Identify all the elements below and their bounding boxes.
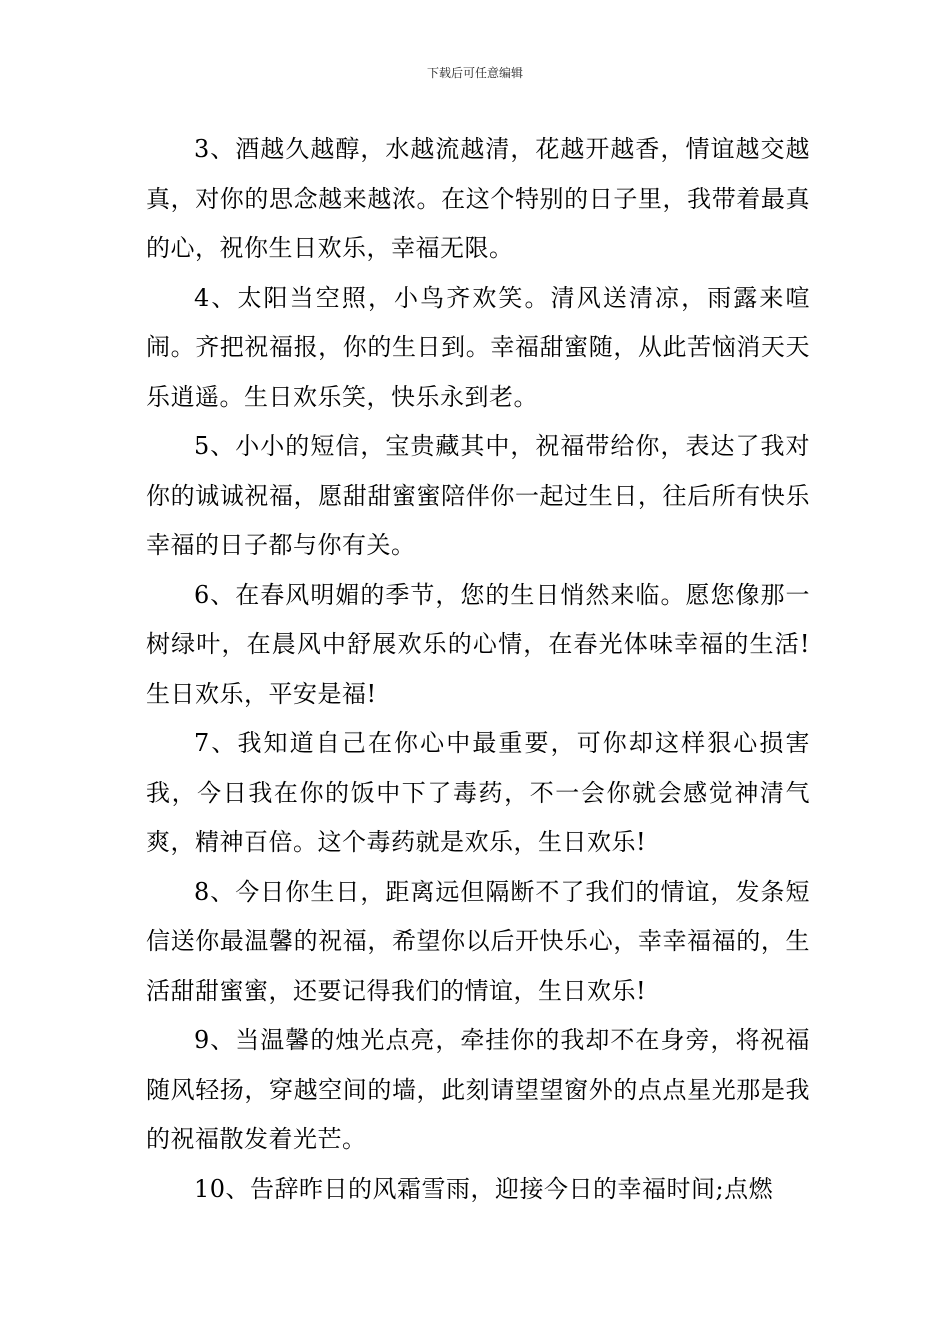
- paragraph-10: 10、告辞昨日的风霜雪雨，迎接今日的幸福时间;点燃: [194, 1174, 774, 1203]
- paragraph-4: 4、太阳当空照，小鸟齐欢笑。清风送清凉，雨露来喧闹。齐把祝福报，你的生日到。幸福甜蜜随，从此苦恼消天天乐逍遥。生日欢乐笑，快乐永到老。: [146, 283, 810, 411]
- page-header: 下载后可任意编辑: [426, 66, 523, 80]
- paragraph-6: 6、在春风明媚的季节，您的生日悄然来临。愿您像那一树绿叶，在晨风中舒展欢乐的心情，在春光体味幸福的生活!生日欢乐，平安是福!: [146, 580, 810, 708]
- paragraph-7: 7、我知道自己在你心中最重要，可你却这样狠心损害我，今日我在你的饭中下了毒药，不一会你就会感觉神清气爽，精神百倍。这个毒药就是欢乐，生日欢乐!: [146, 729, 810, 856]
- document-body: [146, 125, 810, 1214]
- paragraph-8: 8、今日你生日，距离远但隔断不了我们的情谊，发条短信送你最温馨的祝福，希望你以后开快乐心，幸幸福福的，生活甜甜蜜蜜，还要记得我们的情谊，生日欢乐!: [146, 877, 810, 1005]
- paragraph-3: 3、酒越久越醇，水越流越清，花越开越香，情谊越交越真，对你的思念越来越浓。在这个特别的日子里，我带着最真的心，祝你生日欢乐，幸福无限。: [146, 135, 810, 262]
- paragraph-5: 5、小小的短信，宝贵藏其中，祝福带给你，表达了我对你的诚诚祝福，愿甜甜蜜蜜陪伴你一起过生日，往后所有快乐幸福的日子都与你有关。: [146, 432, 810, 559]
- paragraph-9: 9、当温馨的烛光点亮，牵挂你的我却不在身旁，将祝福随风轻扬，穿越空间的墙，此刻请望望窗外的点点星光那是我的祝福散发着光芒。: [146, 1026, 810, 1153]
